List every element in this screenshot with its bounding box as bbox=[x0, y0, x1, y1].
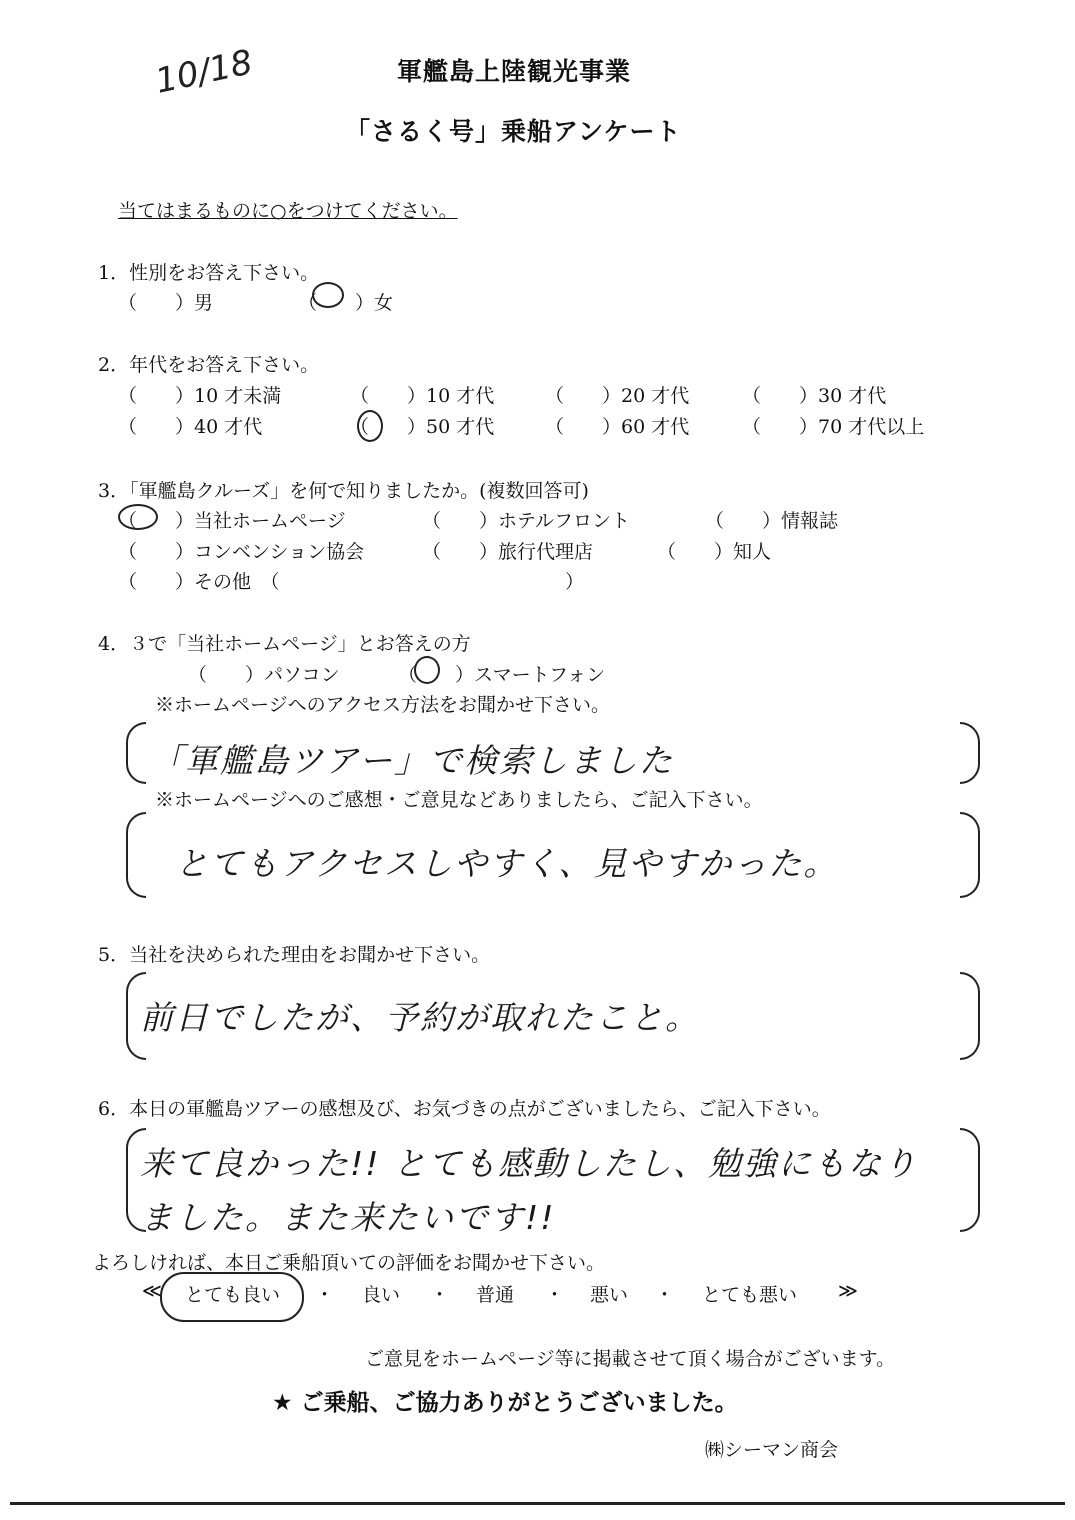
rating-close-bracket: ≫ bbox=[838, 1280, 858, 1302]
rating-very-good[interactable]: とても良い bbox=[185, 1284, 281, 1306]
rating-selected-mark bbox=[160, 1272, 304, 1322]
q5-answer-box-right bbox=[960, 972, 980, 1060]
q3-option-hotel-front[interactable]: （ ）ホテルフロント bbox=[422, 510, 631, 532]
q3-option-acquaintance[interactable]: （ ）知人 bbox=[657, 541, 772, 563]
q4-answer1-handwritten[interactable]: 「軍艦島ツアー」で検索しました bbox=[150, 741, 675, 780]
rating-average[interactable]: 普通 bbox=[476, 1284, 515, 1306]
q6-answer-line2[interactable]: ました。また来たいです!! bbox=[140, 1198, 556, 1237]
q2-option-70s-plus[interactable]: （ ）70 才代以上 bbox=[742, 416, 925, 438]
q2-option-60s[interactable]: （ ）60 才代 bbox=[545, 416, 690, 438]
q1-selected-mark bbox=[312, 282, 344, 308]
rating-dot-3: ・ bbox=[545, 1284, 565, 1306]
q4-note-access: ※ホームページへのアクセス方法をお聞かせ下さい。 bbox=[155, 694, 611, 716]
footer-note: ご意見をホームページ等に掲載させて頂く場合がございます。 bbox=[365, 1348, 896, 1370]
rating-dot-4: ・ bbox=[655, 1284, 675, 1306]
q1-question: 1．性別をお答え下さい。 bbox=[98, 262, 320, 284]
q2-option-20s[interactable]: （ ）20 才代 bbox=[545, 385, 690, 407]
q4-note-impression: ※ホームページへのご感想・ご意見などありましたら、ご記入下さい。 bbox=[155, 789, 763, 811]
q5-question: 5．当社を決められた理由をお聞かせ下さい。 bbox=[98, 944, 491, 966]
q3-selected-mark bbox=[118, 504, 158, 530]
page-title: 軍艦島上陸観光事業 bbox=[397, 57, 632, 86]
page-subtitle: 「さるく号」乗船アンケート bbox=[345, 117, 682, 146]
q2-option-under10[interactable]: （ ）10 才未満 bbox=[118, 385, 282, 407]
q2-option-40s[interactable]: （ ）40 才代 bbox=[118, 416, 263, 438]
rating-question: よろしければ、本日ご乗船頂いての評価をお聞かせ下さい。 bbox=[92, 1252, 606, 1274]
rating-dot-2: ・ bbox=[430, 1284, 450, 1306]
q1-option-male[interactable]: （ ）男 bbox=[118, 292, 214, 314]
q4-selected-mark bbox=[414, 656, 440, 684]
q4-option-pc[interactable]: （ ）パソコン bbox=[188, 664, 340, 686]
q4-answer2-box-left bbox=[126, 812, 146, 898]
q4-question: 4．３で「当社ホームページ」とお答えの方 bbox=[98, 633, 471, 655]
q3-option-homepage[interactable]: （ ）当社ホームページ bbox=[118, 510, 346, 532]
q5-answer-handwritten[interactable]: 前日でしたが、予約が取れたこと。 bbox=[140, 998, 700, 1037]
q6-question: 6．本日の軍艦島ツアーの感想及び、お気づきの点がございましたら、ご記入下さい。 bbox=[98, 1098, 831, 1120]
company-name: ㈱シーマン商会 bbox=[705, 1439, 839, 1461]
rating-bad[interactable]: 悪い bbox=[590, 1284, 629, 1306]
q2-option-10s[interactable]: （ ）10 才代 bbox=[350, 385, 495, 407]
q4-answer2-handwritten[interactable]: とてもアクセスしやすく、見やすかった。 bbox=[175, 844, 839, 883]
q3-question: 3．「軍艦島クルーズ」を何で知りましたか。(複数回答可) bbox=[98, 480, 589, 502]
q3-option-travel-agency[interactable]: （ ）旅行代理店 bbox=[422, 541, 594, 563]
q3-option-other[interactable]: （ ）その他 （ bbox=[118, 571, 280, 593]
handwritten-date: 10/18 bbox=[151, 42, 257, 102]
q3-option-magazine[interactable]: （ ）情報誌 bbox=[705, 510, 839, 532]
rating-very-bad[interactable]: とても悪い bbox=[702, 1284, 798, 1306]
q3-option-other-close: ） bbox=[565, 571, 585, 593]
rating-open-bracket: ≪ bbox=[142, 1280, 162, 1302]
q3-option-convention[interactable]: （ ）コンベンション協会 bbox=[118, 541, 365, 563]
thanks-message: ★ ご乗船、ご協力ありがとうございました。 bbox=[272, 1390, 738, 1416]
q2-option-30s[interactable]: （ ）30 才代 bbox=[742, 385, 887, 407]
bottom-rule bbox=[10, 1502, 1065, 1505]
rating-dot-1: ・ bbox=[315, 1284, 335, 1306]
q1-option-female[interactable]: （ ）女 bbox=[298, 292, 394, 314]
q4-answer1-box-left bbox=[126, 722, 146, 784]
instruction: 当てはまるものに○をつけてください。 bbox=[118, 200, 458, 222]
q6-answer-box-right bbox=[960, 1128, 980, 1232]
q4-answer2-box-right bbox=[960, 812, 980, 898]
q2-question: 2．年代をお答え下さい。 bbox=[98, 354, 320, 376]
q2-selected-mark bbox=[357, 410, 383, 442]
rating-good[interactable]: 良い bbox=[362, 1284, 401, 1306]
q2-option-50s[interactable]: （ ）50 才代 bbox=[350, 416, 495, 438]
q4-answer1-box-right bbox=[960, 722, 980, 784]
q6-answer-line1[interactable]: 来て良かった!! とても感動したし、勉強にもなり bbox=[140, 1144, 918, 1183]
q4-option-smartphone[interactable]: （ ）スマートフォン bbox=[398, 664, 606, 686]
